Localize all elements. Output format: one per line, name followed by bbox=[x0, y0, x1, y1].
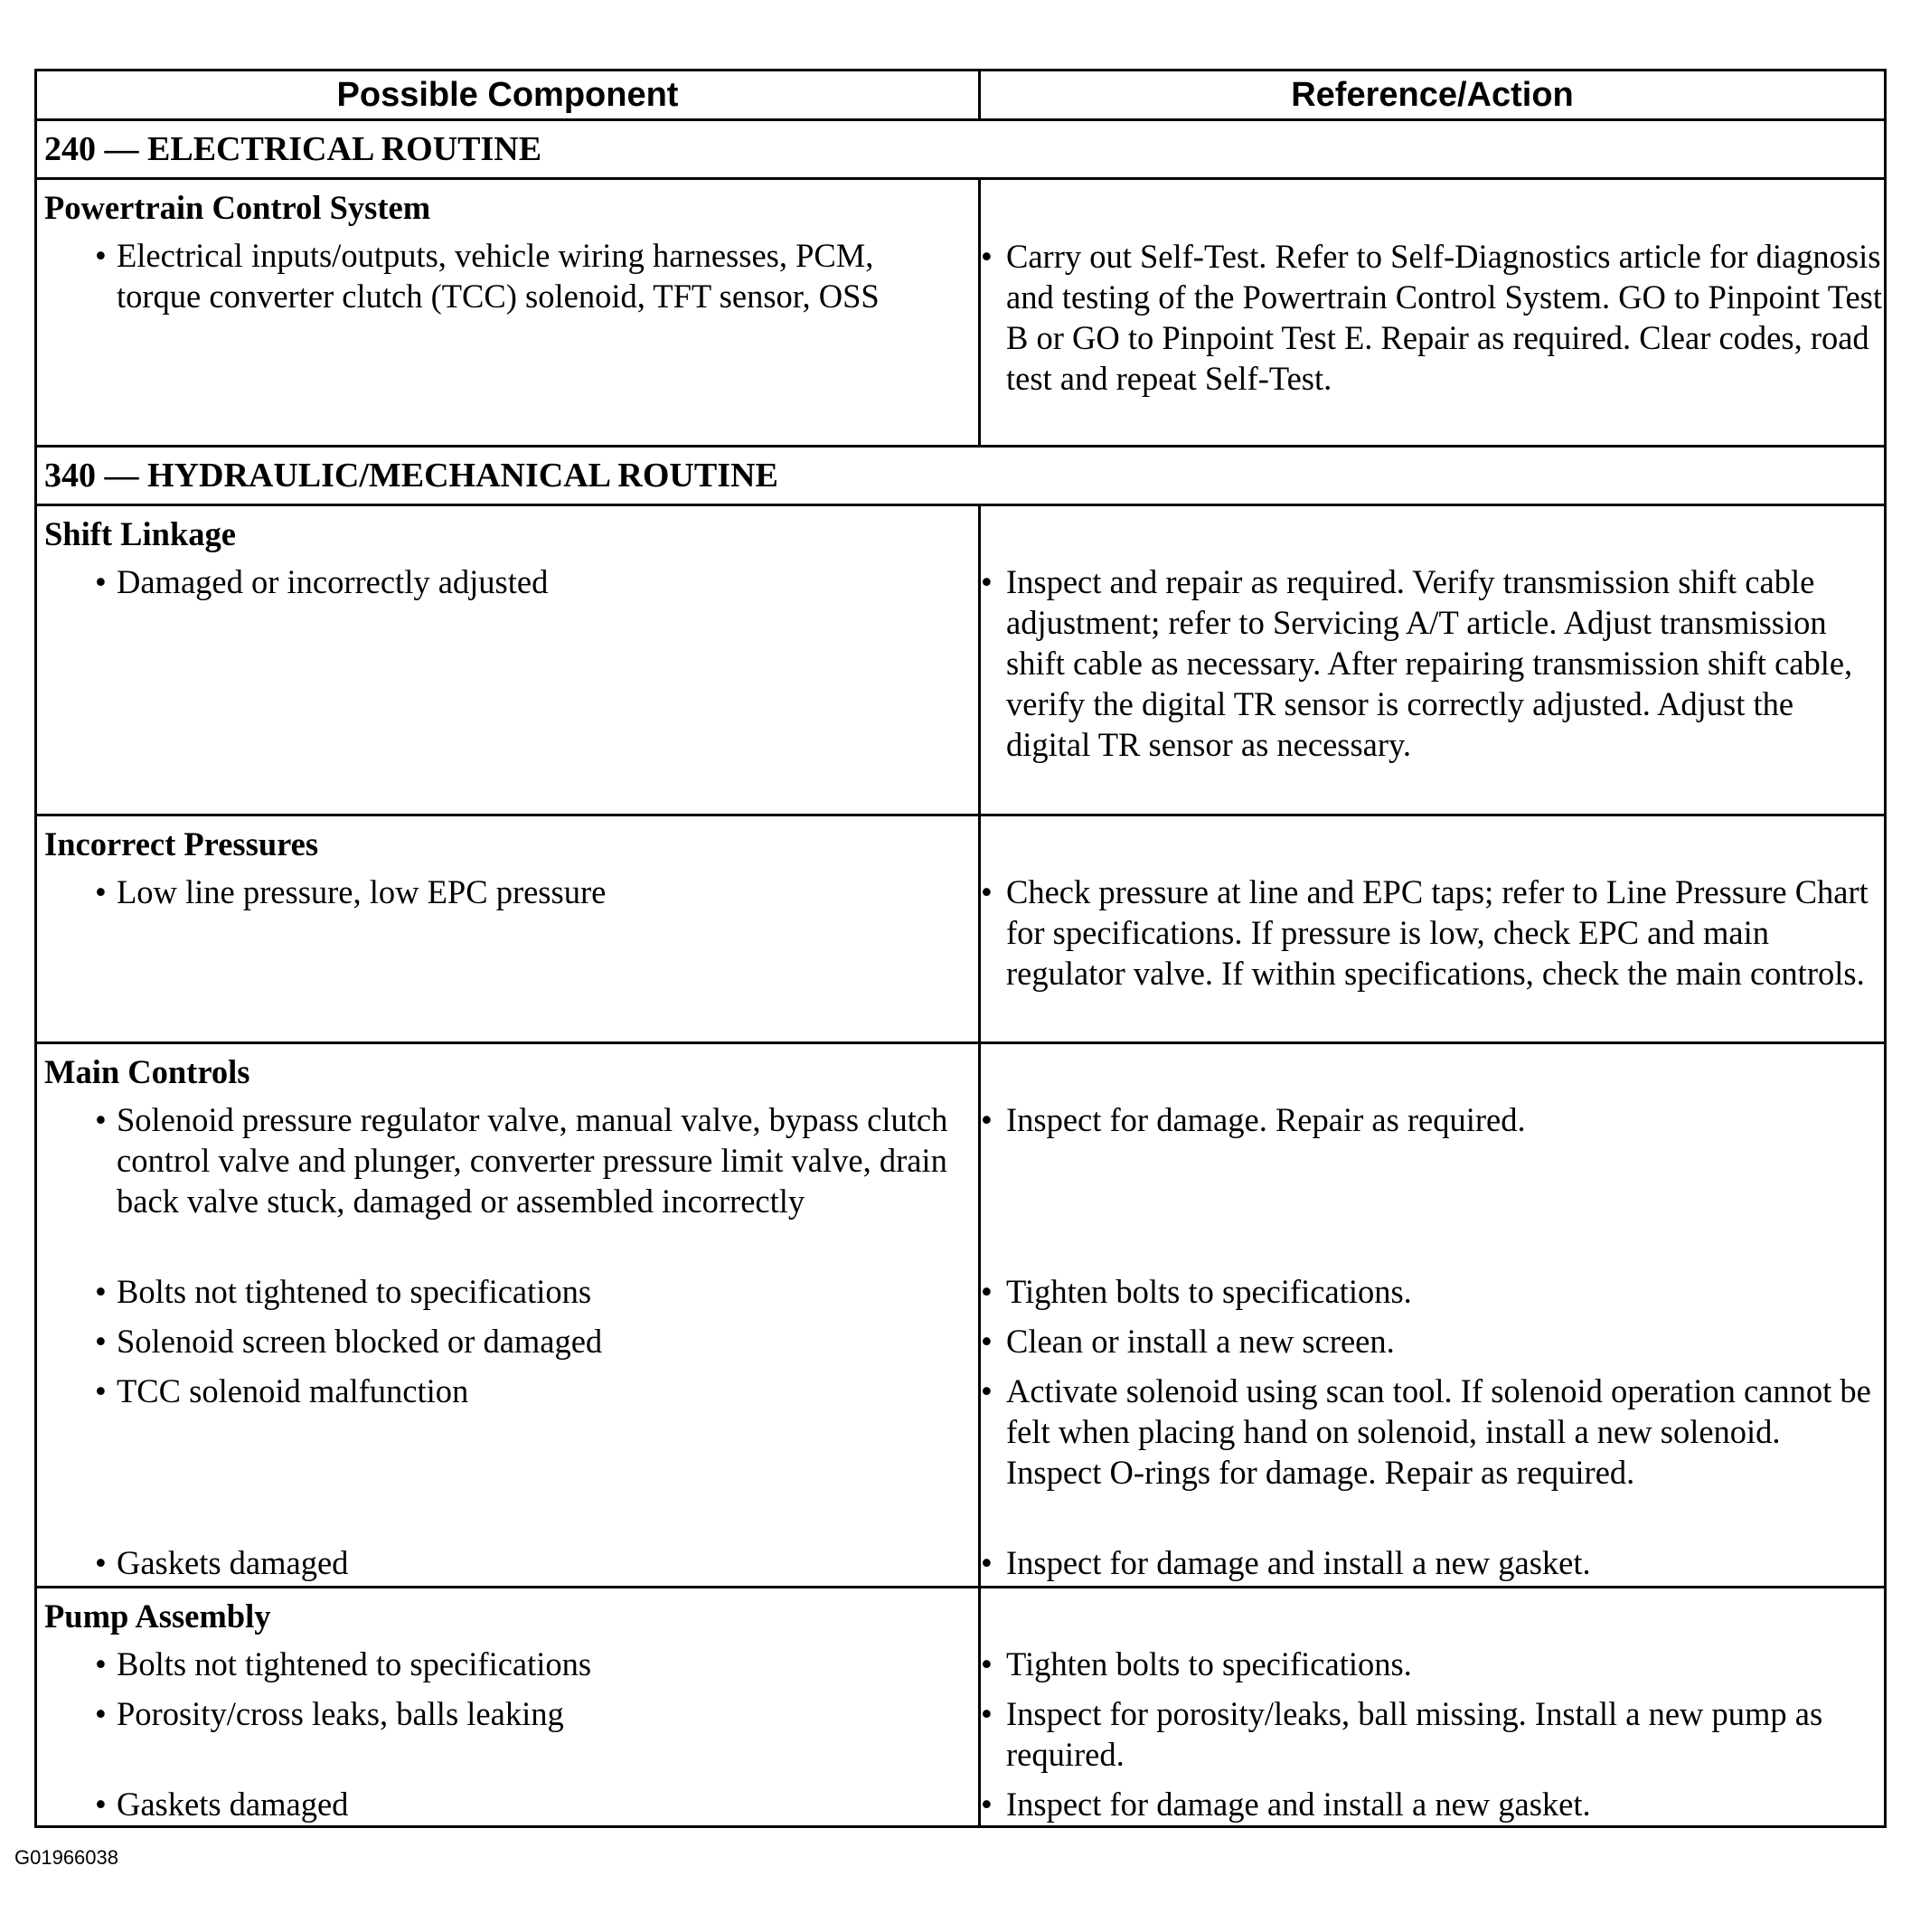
component-item: • Solenoid pressure regulator valve, manual valve, bypass clutch control valve and plunger, converter pressure limit valve, drain back valve stuck, damaged or assembled incorrectly bbox=[37, 1099, 978, 1262]
action-item: • Inspect for damage and install a new gasket. bbox=[981, 1784, 1884, 1824]
table-header-row bbox=[36, 71, 1886, 120]
diagnosis-table bbox=[34, 69, 1887, 1828]
component-item: • Bolts not tightened to specifications bbox=[37, 1271, 978, 1312]
category-title: Incorrect Pressures bbox=[44, 825, 319, 862]
action-cell bbox=[980, 1043, 1886, 1588]
category-row bbox=[36, 1043, 1886, 1588]
component-cell bbox=[36, 1043, 980, 1588]
component-cell bbox=[36, 179, 980, 447]
action-item: • Clean or install a new screen. bbox=[981, 1321, 1884, 1362]
action-item: • Inspect for damage and install a new gasket. bbox=[981, 1542, 1884, 1583]
component-cell bbox=[36, 505, 980, 815]
component-item: • TCC solenoid malfunction bbox=[37, 1371, 978, 1533]
component-item: • Solenoid screen blocked or damaged bbox=[37, 1321, 978, 1362]
category-row bbox=[36, 1588, 1886, 1827]
component-item: • Low line pressure, low EPC pressure bbox=[37, 872, 978, 912]
action-cell bbox=[980, 505, 1886, 815]
category-row bbox=[36, 179, 1886, 447]
category-title: Main Controls bbox=[44, 1053, 250, 1090]
action-item: • Check pressure at line and EPC taps; refer to Line Pressure Chart for specifications. If pressure is low, check EPC and main regulator valve. If within specifications, check the main controls. bbox=[981, 872, 1884, 994]
category-title: Pump Assembly bbox=[44, 1597, 271, 1635]
category-title: Powertrain Control System bbox=[44, 189, 431, 226]
action-item: • Inspect and repair as required. Verify transmission shift cable adjustment; refer to Servicing A/T article. Adjust transmission shift cable as necessary. After repairing transmission shift cable, verify the digital TR sensor is correctly adjusted. Adjust the digital TR sensor as necessary. bbox=[981, 561, 1884, 765]
component-item: • Gaskets damaged bbox=[37, 1784, 978, 1824]
figure-code: G01966038 bbox=[14, 1846, 118, 1869]
section-row bbox=[36, 447, 1886, 505]
action-item: • Activate solenoid using scan tool. If solenoid operation cannot be felt when placing hand on solenoid, install a new solenoid. Inspect O-rings for damage. Repair as required. bbox=[981, 1371, 1884, 1533]
section-row bbox=[36, 120, 1886, 179]
category-row bbox=[36, 815, 1886, 1043]
action-item: • Inspect for porosity/leaks, ball missing. Install a new pump as required. bbox=[981, 1693, 1884, 1775]
column-header-component: Possible Component bbox=[36, 71, 980, 120]
category-row bbox=[36, 505, 1886, 815]
component-item: • Damaged or incorrectly adjusted bbox=[37, 561, 978, 602]
column-header-action: Reference/Action bbox=[980, 71, 1886, 120]
component-item: • Porosity/cross leaks, balls leaking bbox=[37, 1693, 978, 1775]
action-cell bbox=[980, 179, 1886, 447]
section-title: 240 — ELECTRICAL ROUTINE bbox=[36, 120, 1886, 179]
action-cell bbox=[980, 1588, 1886, 1827]
action-cell bbox=[980, 815, 1886, 1043]
component-cell bbox=[36, 815, 980, 1043]
action-item: • Tighten bolts to specifications. bbox=[981, 1644, 1884, 1684]
section-title: 340 — HYDRAULIC/MECHANICAL ROUTINE bbox=[36, 447, 1886, 505]
component-cell bbox=[36, 1588, 980, 1827]
component-item: • Bolts not tightened to specifications bbox=[37, 1644, 978, 1684]
action-item: • Carry out Self-Test. Refer to Self-Diagnostics article for diagnosis and testing of the Powertrain Control System. GO to Pinpoint Test B or GO to Pinpoint Test E. Repair as required. Clear codes, road test and repeat Self-Test. bbox=[981, 236, 1884, 399]
component-item: • Gaskets damaged bbox=[37, 1542, 978, 1583]
component-item: • Electrical inputs/outputs, vehicle wiring harnesses, PCM, torque converter clutch (TCC) solenoid, TFT sensor, OSS bbox=[37, 235, 978, 316]
category-title: Shift Linkage bbox=[44, 515, 236, 552]
action-item: • Tighten bolts to specifications. bbox=[981, 1271, 1884, 1312]
action-item: • Inspect for damage. Repair as required. bbox=[981, 1099, 1884, 1262]
